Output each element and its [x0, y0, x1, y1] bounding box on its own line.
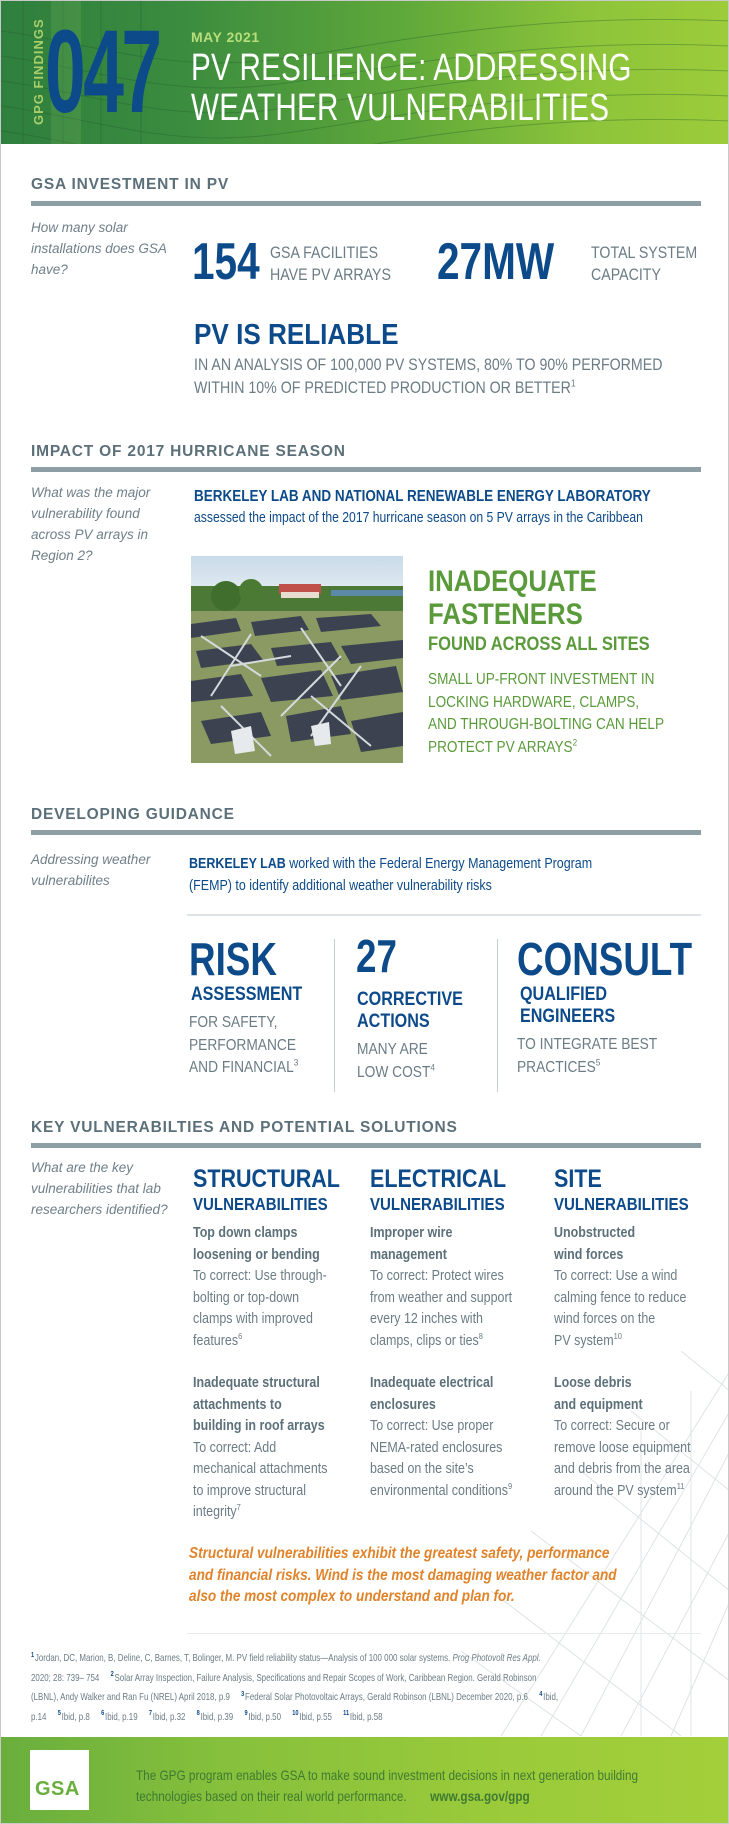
publication-date: MAY 2021 [191, 29, 260, 45]
vulnerability-item: Inadequate structural attachments to building in roof arrays To correct: Add mechanical attachments to improve structural integrity$^7$ [193, 1375, 328, 1520]
section-rule [31, 1143, 701, 1148]
divider [187, 914, 701, 916]
guidance-intro: BERKELEY LAB worked with the Federal Energy Management Program (FEMP) to identify additional weather vulnerability risks [189, 856, 593, 894]
title-line: PV RESILIENCE: ADDRESSING [191, 47, 632, 89]
guidance-risk-big: RISK [189, 933, 277, 985]
footnote-ref: 1 [570, 378, 576, 390]
footnote-line: p.14 $^5$Ibid, p.8 $^6$Ibid, p.19 $^7$Ibid, p.32 $^8$Ibid, p.39 $^9$Ibid, p.50 $^{10}$Ibid, p.55 $^{11}$Ibid, p.58 [31, 1708, 383, 1723]
title-line: WEATHER VULNERABILITIES [191, 87, 610, 129]
guidance-actions-big: 27 [356, 930, 397, 982]
stat-capacity-value: 27MW [437, 233, 555, 291]
stat-capacity-label: TOTAL SYSTEM CAPACITY [591, 244, 698, 284]
gsa-logo-text: GSA [35, 1778, 80, 1800]
footnote-line: $^1$Jordan, DC, Marion, B, Deline, C, Barnes, T, Bolinger, M. PV field reliability status—Analysis of 100 000 solar systems. Prog Photovolt Res Appl. [31, 1649, 541, 1664]
structural-title: STRUCTURAL [193, 1165, 340, 1193]
footnote-line: (LBNL), Andy Walker and Ran Fu (NREL) April 2018, p.9 $^3$Federal Solar Photovoltaic Arrays, Gerald Robinson (LBNL) December 2020, p.6 $^4$Ibid, [31, 1688, 559, 1703]
section-heading-key-vulnerabilities: KEY VULNERABILTIES AND POTENTIAL SOLUTIONS [31, 1119, 458, 1136]
footnote-ref: 2 [572, 737, 578, 749]
section-question: What was the major vulnerability found across PV arrays in Region 2? [31, 485, 151, 563]
series-label: GPG FINDINGS [31, 18, 46, 125]
vulnerability-item: Unobstructed wind forces To correct: Use a wind calming fence to reduce wind forces on the PV system$^{10}$ [554, 1225, 687, 1349]
footnote-line: 2020; 28: 739– 754 $^2$Solar Array Inspection, Failure Analysis, Specifications and Repair Scopes of Work, Caribbean Region. Gerald Robinson [31, 1669, 537, 1684]
structural-subtitle: VULNERABILITIES [193, 1194, 328, 1214]
site-title: SITE [554, 1165, 602, 1193]
section-heading-guidance: DEVELOPING GUIDANCE [31, 806, 235, 823]
org-heading: BERKELEY LAB AND NATIONAL RENEWABLE ENERGY LABORATORY [194, 488, 651, 505]
reliable-body: IN AN ANALYSIS OF 100,000 PV SYSTEMS, 80% TO 90% PERFORMED WITHIN 10% OF PREDICTED PRODUCTION OR BETTER$^1$ [194, 356, 663, 397]
vulnerability-item: Inadequate electrical enclosures To correct: Use proper NEMA-rated enclosures based on the site’s environmental conditions$^9$ [370, 1375, 513, 1499]
electrical-subtitle: VULNERABILITIES [370, 1194, 505, 1214]
key-takeaway-callout: Structural vulnerabilities exhibit the greatest safety, performance and financial risks. Wind is the most damaging weather factor and also the most complex to understand and plan for. [189, 1545, 617, 1605]
damaged-pv-array-photo [191, 556, 403, 763]
reliable-title: PV IS RELIABLE [194, 319, 399, 351]
section-heading-investment: GSA INVESTMENT IN PV [31, 176, 230, 193]
section-rule [31, 467, 701, 472]
org-body: assessed the impact of the 2017 hurricane season on 5 PV arrays in the Caribbean [194, 510, 643, 526]
divider [187, 1633, 701, 1634]
section-question: How many solar installations does GSA have? [31, 220, 167, 277]
finding-body: SMALL UP-FRONT INVESTMENT IN LOCKING HARDWARE, CLAMPS, AND THROUGH-BOLTING CAN HELP PROTECT PV ARRAYS$^2$ [428, 671, 665, 756]
guidance-risk-body: FOR SAFETY, PERFORMANCE AND FINANCIAL$^3$ [189, 1014, 299, 1076]
guidance-consult-sub: QUALIFIED ENGINEERS [520, 984, 616, 1027]
page-title [191, 48, 632, 128]
column-divider [497, 939, 498, 1092]
section-heading-hurricane: IMPACT OF 2017 HURRICANE SEASON [31, 443, 346, 460]
column-divider [334, 939, 335, 1092]
footnotes [31, 1649, 703, 1727]
section-rule [31, 201, 701, 206]
vulnerability-item: Top down clamps loosening or bending To correct: Use through- bolting or top-down clamps with improved features$^6$ [193, 1225, 327, 1349]
stat-facilities-value: 154 [192, 233, 260, 291]
footer-text: The GPG program enables GSA to make sound investment decisions in next generation building technologies based on their real world performance. www.gsa.gov/gpg [136, 1767, 639, 1804]
footer-banner [1, 1737, 729, 1824]
guidance-consult-body: TO INTEGRATE BEST PRACTICES$^5$ [517, 1036, 658, 1076]
stat-facilities-label: GSA FACILITIES HAVE PV ARRAYS [270, 244, 391, 284]
gsa-logo[interactable] [30, 1750, 89, 1810]
section-rule [31, 830, 701, 835]
guidance-actions-body: MANY ARE LOW COST$^4$ [357, 1041, 435, 1081]
finding-subtitle: FOUND ACROSS ALL SITES [428, 634, 650, 655]
section-question: Addressing weather vulnerabilites [31, 852, 151, 888]
footer-url-link[interactable]: www.gsa.gov/gpg [430, 1788, 530, 1804]
header-banner [1, 1, 729, 144]
issue-number: 047 [45, 6, 160, 138]
finding-title: INADEQUATE FASTENERS [428, 565, 597, 631]
guidance-risk-sub: ASSESSMENT [191, 984, 303, 1005]
site-subtitle: VULNERABILITIES [554, 1194, 689, 1214]
electrical-title: ELECTRICAL [370, 1165, 507, 1193]
guidance-consult-big: CONSULT [517, 933, 693, 985]
guidance-actions-sub: CORRECTIVE ACTIONS [357, 989, 463, 1032]
vulnerability-item: Improper wire management To correct: Protect wires from weather and support every 12 inches with clamps, clips or ties$^8$ [370, 1225, 513, 1349]
section-question: What are the key vulnerabilities that lab researchers identified? [31, 1160, 168, 1217]
vulnerability-item: Loose debris and equipment To correct: Secure or remove loose equipment and debris from the area around the PV system$^{11}$ [554, 1375, 691, 1499]
